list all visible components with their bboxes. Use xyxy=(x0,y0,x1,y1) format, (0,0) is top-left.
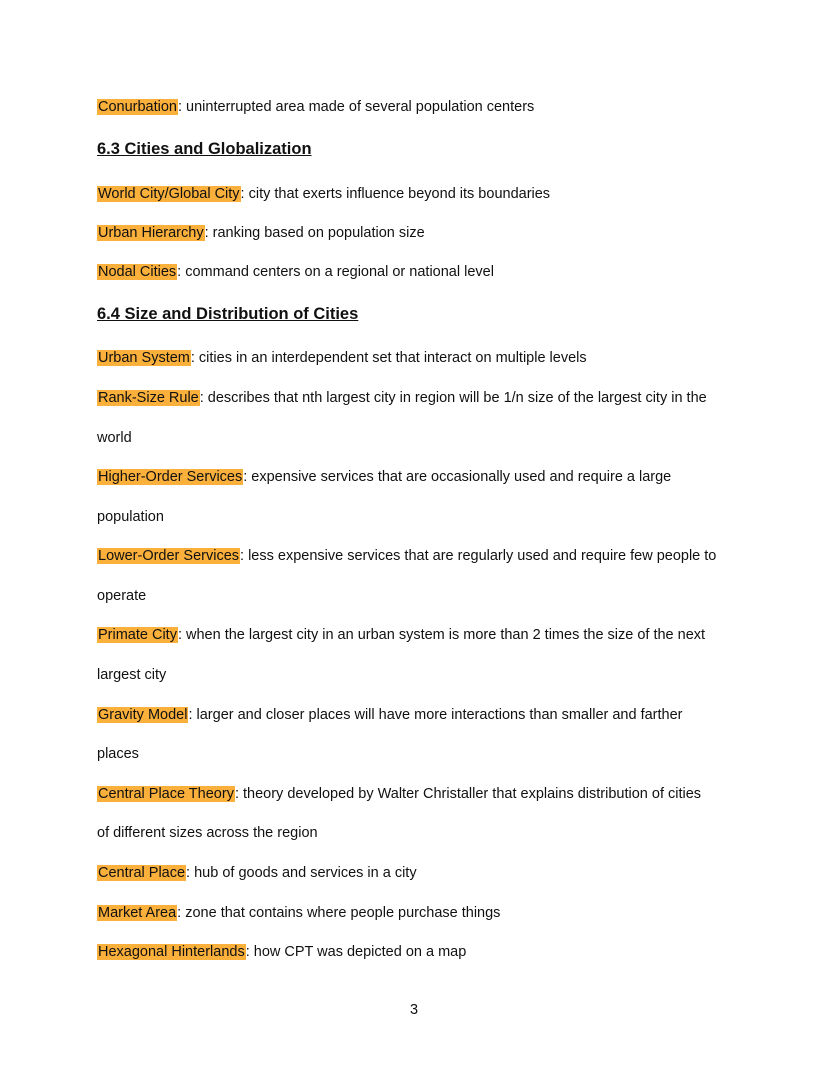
definition-text: : expensive services that are occasionally used and require a large xyxy=(243,469,672,485)
definition-continuation: world xyxy=(97,430,132,446)
definition-text: : city that exerts influence beyond its boundaries xyxy=(240,186,551,202)
definition-text: : zone that contains where people purchase things xyxy=(177,905,501,921)
definition-line xyxy=(97,625,737,645)
definition-text: : how CPT was depicted on a map xyxy=(245,944,467,960)
definition-text: : cities in an interdependent set that interact on multiple levels xyxy=(190,350,587,366)
definition-text: : larger and closer places will have more interactions than smaller and farther xyxy=(188,707,683,723)
definition-text: : describes that nth largest city in region will be 1/n size of the largest city in the xyxy=(199,390,707,406)
highlighted-term: Gravity Model xyxy=(98,707,188,723)
definition-text: : hub of goods and services in a city xyxy=(186,865,417,881)
definition-text: : uninterrupted area made of several population centers xyxy=(178,99,535,115)
highlighted-term: Hexagonal Hinterlands xyxy=(98,944,245,960)
highlighted-term: Urban Hierarchy xyxy=(98,225,204,241)
highlighted-term: Lower-Order Services xyxy=(98,548,240,564)
definition-continuation: of different sizes across the region xyxy=(97,825,318,841)
definition-continuation: population xyxy=(97,509,164,525)
highlighted-term: Primate City xyxy=(98,627,177,643)
definition-line xyxy=(97,784,737,804)
highlighted-term: World City/Global City xyxy=(98,186,240,202)
definition-line xyxy=(97,903,737,923)
definition-continuation: operate xyxy=(97,588,147,604)
definition-text: : less expensive services that are regularly used and require few people to xyxy=(240,548,717,564)
highlighted-term: Conurbation xyxy=(98,99,177,115)
definition-continuation: largest city xyxy=(97,667,167,683)
section-heading: 6.3 Cities and Globalization xyxy=(97,140,312,158)
definition-line xyxy=(97,223,737,243)
highlighted-term: Rank-Size Rule xyxy=(98,390,199,406)
highlighted-term: Nodal Cities xyxy=(98,264,177,280)
definition-text: : when the largest city in an urban system is more than 2 times the size of the next xyxy=(177,627,706,643)
definition-line xyxy=(97,184,737,204)
definition-text: : theory developed by Walter Christaller that explains distribution of cities xyxy=(234,786,702,802)
definition-line xyxy=(97,705,737,725)
highlighted-term: Higher-Order Services xyxy=(98,469,243,485)
definition-line xyxy=(97,97,737,117)
definition-text: : command centers on a regional or national level xyxy=(177,264,494,280)
section-heading: 6.4 Size and Distribution of Cities xyxy=(97,305,359,323)
definition-line xyxy=(97,388,737,408)
highlighted-term: Market Area xyxy=(98,905,177,921)
definition-line xyxy=(97,546,737,566)
highlighted-term: Urban System xyxy=(98,350,190,366)
highlighted-term: Central Place xyxy=(98,865,186,881)
definition-line xyxy=(97,863,737,883)
definition-line xyxy=(97,467,737,487)
page-number: 3 xyxy=(409,1002,419,1018)
definition-line xyxy=(97,942,737,962)
definition-line xyxy=(97,348,737,368)
highlighted-term: Central Place Theory xyxy=(98,786,234,802)
definition-text: : ranking based on population size xyxy=(204,225,425,241)
definition-line xyxy=(97,262,737,282)
definition-continuation: places xyxy=(97,746,139,762)
